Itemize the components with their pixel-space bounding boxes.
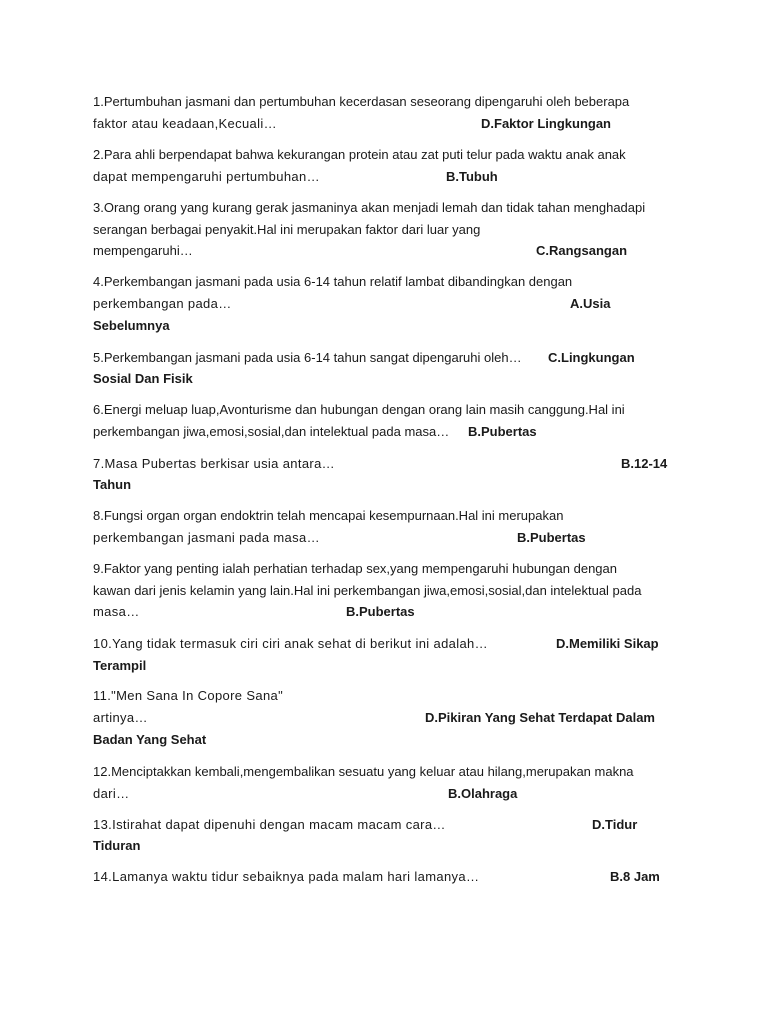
question-3-line-2 [93, 220, 693, 240]
answer-continuation: Sebelumnya [93, 318, 170, 333]
question-11-line-2 [93, 708, 693, 728]
answer-continuation: Terampil [93, 658, 147, 673]
question-4-line-2 [93, 294, 693, 314]
question-4-answer: A.Usia [570, 296, 611, 311]
question-text: perkembangan pada… [93, 296, 232, 311]
question-11-answer-cont [93, 730, 693, 750]
question-text: 11."Men Sana In Copore Sana" [93, 688, 284, 703]
question-text: 8.Fungsi organ organ endoktrin telah mencapai kesempurnaan.Hal ini merupakan [93, 508, 564, 523]
question-8-line-1 [93, 506, 693, 526]
question-12-line-2 [93, 784, 693, 804]
answer-continuation: Badan Yang Sehat [93, 732, 207, 747]
question-text: 10.Yang tidak termasuk ciri ciri anak sehat di berikut ini adalah… [93, 636, 488, 651]
question-2-answer: B.Tubuh [446, 169, 498, 184]
question-2-line-2 [93, 167, 693, 187]
question-text: 12.Menciptakkan kembali,mengembalikan sesuatu yang keluar atau hilang,merupakan makna [93, 764, 634, 779]
answer-continuation: Tahun [93, 477, 132, 492]
question-8-answer: B.Pubertas [517, 530, 586, 545]
question-13-answer-cont [93, 836, 693, 856]
question-text: perkembangan jasmani pada masa… [93, 530, 320, 545]
question-1-answer: D.Faktor Lingkungan [481, 116, 611, 131]
answer-continuation: Tiduran [93, 838, 141, 853]
question-13-line-1 [93, 815, 693, 835]
question-text: 2.Para ahli berpendapat bahwa kekurangan protein atau zat puti telur pada waktu anak anak [93, 147, 626, 162]
question-14-line-1 [93, 867, 693, 887]
question-text: mempengaruhi… [93, 243, 193, 258]
question-12-line-1 [93, 762, 693, 782]
question-text: 14.Lamanya waktu tidur sebaiknya pada malam hari lamanya… [93, 869, 480, 884]
question-5-answer: C.Lingkungan [548, 350, 635, 365]
question-6-answer: B.Pubertas [468, 424, 537, 439]
question-4-line-1 [93, 272, 693, 292]
question-text: 7.Masa Pubertas berkisar usia antara… [93, 456, 336, 471]
answer-continuation: Sosial Dan Fisik [93, 371, 193, 386]
question-text: dari… [93, 786, 130, 801]
question-7-line-1 [93, 454, 693, 474]
question-3-line-3 [93, 241, 693, 261]
question-text: 5.Perkembangan jasmani pada usia 6-14 tahun sangat dipengaruhi oleh… [93, 350, 522, 365]
question-11-line-1 [93, 686, 693, 706]
question-7-answer-cont [93, 475, 693, 495]
question-5-answer-cont [93, 369, 693, 389]
question-8-line-2 [93, 528, 693, 548]
question-1-line-1 [93, 92, 693, 112]
question-text: 4.Perkembangan jasmani pada usia 6-14 tahun relatif lambat dibandingkan dengan [93, 274, 573, 289]
question-7-answer: B.12-14 [621, 456, 668, 471]
question-text: masa… [93, 604, 140, 619]
question-text: 6.Energi meluap luap,Avonturisme dan hubungan dengan orang lain masih canggung.Hal ini [93, 402, 625, 417]
question-9-line-3 [93, 602, 693, 622]
question-9-line-2 [93, 581, 693, 601]
question-text: 3.Orang orang yang kurang gerak jasmaninya akan menjadi lemah dan tidak tahan menghadapi [93, 200, 646, 215]
question-text: 1.Pertumbuhan jasmani dan pertumbuhan kecerdasan seseorang dipengaruhi oleh beberapa [93, 94, 630, 109]
question-9-answer: B.Pubertas [346, 604, 415, 619]
question-text: 9.Faktor yang penting ialah perhatian terhadap sex,yang mempengaruhi hubungan dengan [93, 561, 617, 576]
question-text: kawan dari jenis kelamin yang lain.Hal ini perkembangan jiwa,emosi,sosial,dan intelektual pada [93, 583, 642, 598]
question-1-line-2 [93, 114, 693, 134]
question-text: serangan berbagai penyakit.Hal ini merupakan faktor dari luar yang [93, 222, 481, 237]
question-10-line-1 [93, 634, 693, 654]
question-text: dapat mempengaruhi pertumbuhan… [93, 169, 320, 184]
question-2-line-1 [93, 145, 693, 165]
question-4-answer-cont [93, 316, 693, 336]
question-3-answer: C.Rangsangan [536, 243, 628, 258]
question-text: perkembangan jiwa,emosi,sosial,dan intelektual pada masa… [93, 424, 450, 439]
question-12-answer: B.Olahraga [448, 786, 518, 801]
question-13-answer: D.Tidur [592, 817, 638, 832]
question-14-answer: B.8 Jam [610, 869, 660, 884]
question-6-line-2 [93, 422, 693, 442]
question-11-answer: D.Pikiran Yang Sehat Terdapat Dalam [425, 710, 655, 725]
question-text: faktor atau keadaan,Kecuali… [93, 116, 277, 131]
question-10-answer-cont [93, 656, 693, 676]
question-10-answer: D.Memiliki Sikap [556, 636, 659, 651]
question-6-line-1 [93, 400, 693, 420]
question-3-line-1 [93, 198, 693, 218]
question-text: artinya… [93, 710, 148, 725]
question-9-line-1 [93, 559, 693, 579]
question-5-line-1 [93, 348, 693, 368]
question-text: 13.Istirahat dapat dipenuhi dengan macam macam cara… [93, 817, 446, 832]
